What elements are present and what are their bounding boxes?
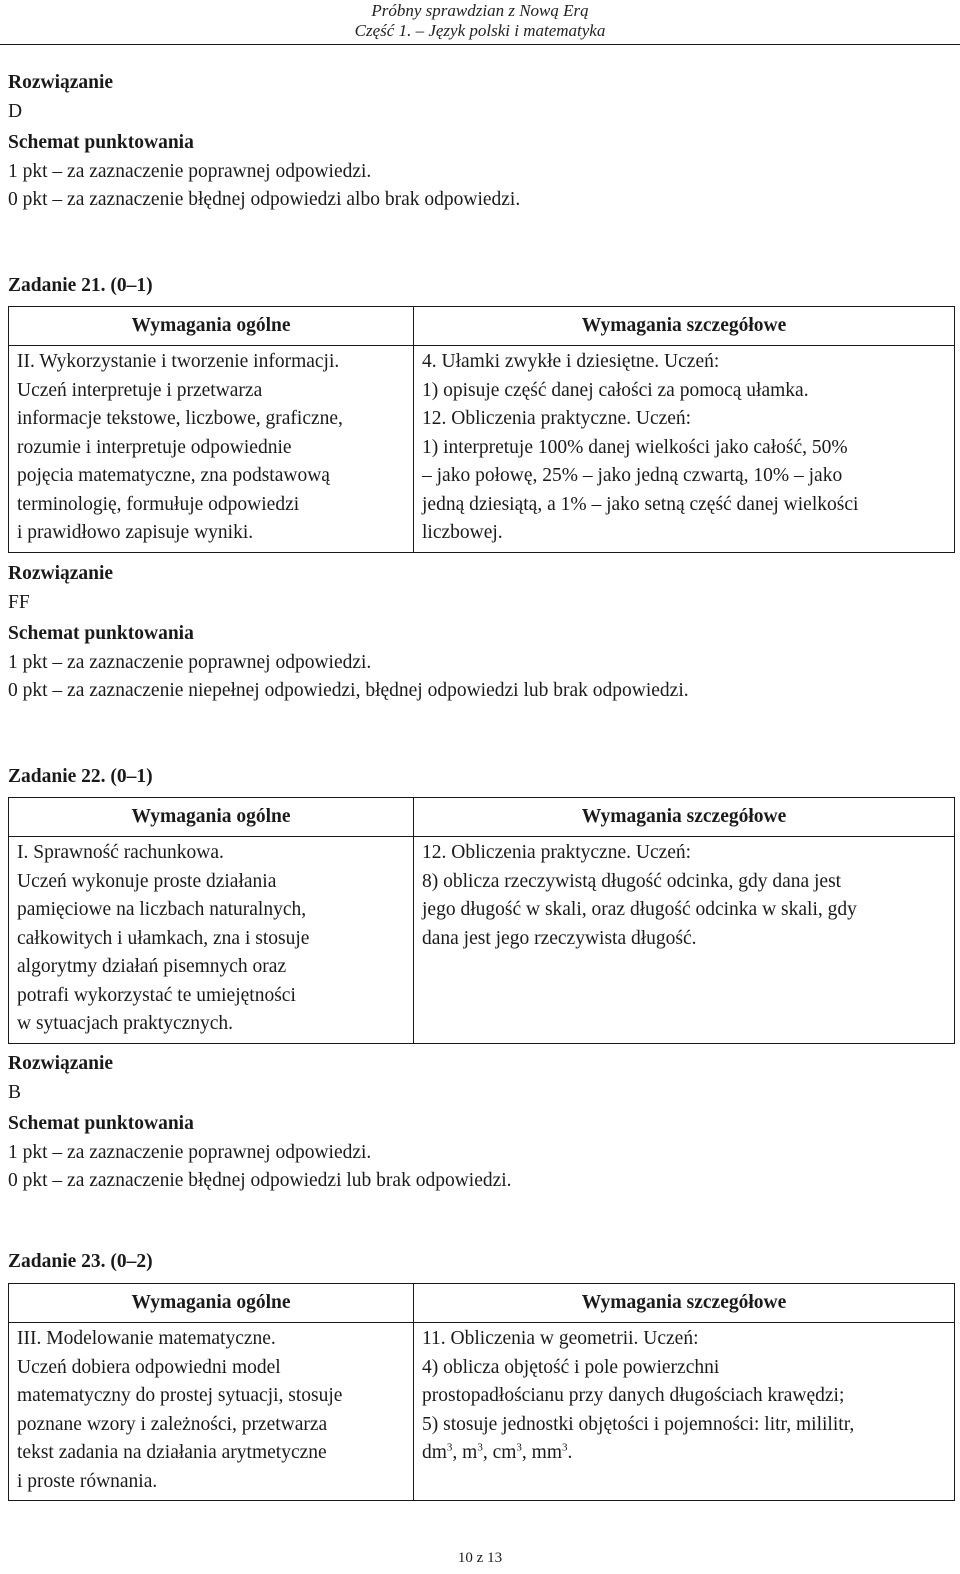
unit-dm: dm <box>422 1442 447 1463</box>
text-line: 12. Obliczenia praktyczne. Uczeń: <box>422 408 692 429</box>
scoring-label: Schemat punktowania <box>8 132 194 153</box>
prev-task-answer <box>8 69 960 215</box>
col-general-header: Wymagania ogólne <box>9 798 414 837</box>
solution-value: FF <box>8 591 30 613</box>
score-1pt: 1 pkt – za zaznaczenie poprawnej odpowiedzi. <box>8 160 372 182</box>
exponent: 3 <box>562 1441 568 1454</box>
text-line: 5) stosuje jednostki objętości i pojemności: litr, mililitr, <box>422 1413 855 1435</box>
score-1pt: 1 pkt – za zaznaczenie poprawnej odpowiedzi. <box>8 651 372 673</box>
unit-m: m <box>462 1442 478 1463</box>
running-header <box>280 1 680 41</box>
col-detailed-header: Wymagania szczegółowe <box>414 307 955 346</box>
text-line: 12. Obliczenia praktyczne. Uczeń: <box>422 842 692 863</box>
exponent: 3 <box>516 1441 522 1454</box>
text-line: 8) oblicza rzeczywistą długość odcinka, gdy dana jest <box>422 870 842 892</box>
unit-cm: cm <box>492 1442 517 1463</box>
text-line: jego długość w skali, oraz długość odcinka w skali, gdy <box>422 899 857 920</box>
period: . <box>567 1442 573 1463</box>
col-general-header: Wymagania ogólne <box>9 1284 414 1323</box>
requirements-table <box>8 797 955 1044</box>
text-line: i prawidłowo zapisuje wyniki. <box>17 522 254 543</box>
text-line: i proste równania. <box>17 1470 158 1492</box>
score-0pt: 0 pkt – za zaznaczenie niepełnej odpowiedzi, błędnej odpowiedzi lub brak odpowiedzi. <box>8 680 689 701</box>
header-line-1: Próbny sprawdzian z Nową Erą <box>371 1 589 20</box>
page-number: 10 z 13 <box>457 1550 503 1566</box>
general-requirements <box>9 1323 414 1501</box>
exponent: 3 <box>477 1441 483 1454</box>
text-line: III. Modelowanie matematyczne. <box>17 1328 276 1349</box>
exponent: 3 <box>446 1441 453 1454</box>
col-general-header: Wymagania ogólne <box>9 307 414 346</box>
text-line: informacje tekstowe, liczbowe, graficzne, <box>17 408 343 429</box>
score-0pt: 0 pkt – za zaznaczenie błędnej odpowiedzi albo brak odpowiedzi. <box>8 189 521 210</box>
score-0pt: 0 pkt – za zaznaczenie błędnej odpowiedzi lub brak odpowiedzi. <box>8 1170 512 1191</box>
solution-value: B <box>8 1081 22 1103</box>
task-title: Zadanie 23. (0–2) <box>8 1251 153 1272</box>
requirements-table <box>8 1283 955 1501</box>
text-line: tekst zadania na działania arytmetyczne <box>17 1442 327 1463</box>
units-line <box>422 1439 946 1468</box>
task-title: Zadanie 21. (0–1) <box>8 275 153 296</box>
text-line: Uczeń wykonuje proste działania <box>17 870 277 892</box>
text-line: 11. Obliczenia w geometrii. Uczeń: <box>422 1328 699 1349</box>
detailed-requirements <box>414 1323 955 1501</box>
header-rule <box>0 44 960 45</box>
general-requirements <box>9 346 414 553</box>
text-line: całkowitych i ułamkach, zna i stosuje <box>17 927 310 949</box>
col-detailed-header: Wymagania szczegółowe <box>414 1284 955 1323</box>
text-line: matematyczny do prostej sytuacji, stosuje <box>17 1385 343 1406</box>
task-title: Zadanie 22. (0–1) <box>8 766 153 787</box>
text-line: pojęcia matematyczne, zna podstawową <box>17 465 330 486</box>
header-line-2: Część 1. – Język polski i matematyka <box>354 21 606 40</box>
solution-value: D <box>8 100 23 122</box>
solution-label: Rozwiązanie <box>8 1053 114 1074</box>
detailed-requirements <box>414 346 955 553</box>
text-line: dana jest jego rzeczywista długość. <box>422 927 697 949</box>
text-line: jedną dziesiątą, a 1% – jako setną część danej wielkości <box>422 493 859 515</box>
text-line: poznane wzory i zależności, przetwarza <box>17 1413 328 1435</box>
general-requirements <box>9 837 414 1044</box>
scoring-label: Schemat punktowania <box>8 623 194 644</box>
text-line: prostopadłościanu przy danych długościach krawędzi; <box>422 1385 845 1406</box>
text-line: algorytmy działań pisemnych oraz <box>17 956 287 977</box>
text-line: I. Sprawność rachunkowa. <box>17 842 224 863</box>
text-line: 4. Ułamki zwykłe i dziesiętne. Uczeń: <box>422 351 720 372</box>
text-line: Uczeń interpretuje i przetwarza <box>17 379 263 401</box>
text-line: 4) oblicza objętość i pole powierzchni <box>422 1356 720 1378</box>
solution-label: Rozwiązanie <box>8 563 114 584</box>
col-detailed-header: Wymagania szczegółowe <box>414 798 955 837</box>
detailed-requirements <box>414 837 955 1044</box>
separator: , <box>521 1442 532 1463</box>
task-answer <box>8 560 960 706</box>
text-line: liczbowej. <box>422 522 503 543</box>
text-line: pamięciowe na liczbach naturalnych, <box>17 899 307 920</box>
text-line: 1) opisuje część danej całości za pomocą ułamka. <box>422 379 809 401</box>
score-1pt: 1 pkt – za zaznaczenie poprawnej odpowiedzi. <box>8 1141 372 1163</box>
unit-mm: mm <box>531 1442 563 1463</box>
scoring-label: Schemat punktowania <box>8 1113 194 1134</box>
text-line: II. Wykorzystanie i tworzenie informacji. <box>17 351 340 372</box>
text-line: Uczeń dobiera odpowiedni model <box>17 1356 281 1378</box>
requirements-table <box>8 306 955 553</box>
text-line: 1) interpretuje 100% danej wielkości jako całość, 50% <box>422 436 848 458</box>
solution-label: Rozwiązanie <box>8 72 114 93</box>
separator: , <box>452 1442 463 1463</box>
separator: , <box>482 1442 493 1463</box>
text-line: – jako połowę, 25% – jako jedną czwartą, 10% – jako <box>422 465 843 486</box>
text-line: potrafi wykorzystać te umiejętności <box>17 984 296 1006</box>
text-line: w sytuacjach praktycznych. <box>17 1013 234 1034</box>
text-line: rozumie i interpretuje odpowiednie <box>17 436 292 458</box>
task-answer <box>8 1050 960 1196</box>
text-line: terminologię, formułuje odpowiedzi <box>17 493 300 515</box>
